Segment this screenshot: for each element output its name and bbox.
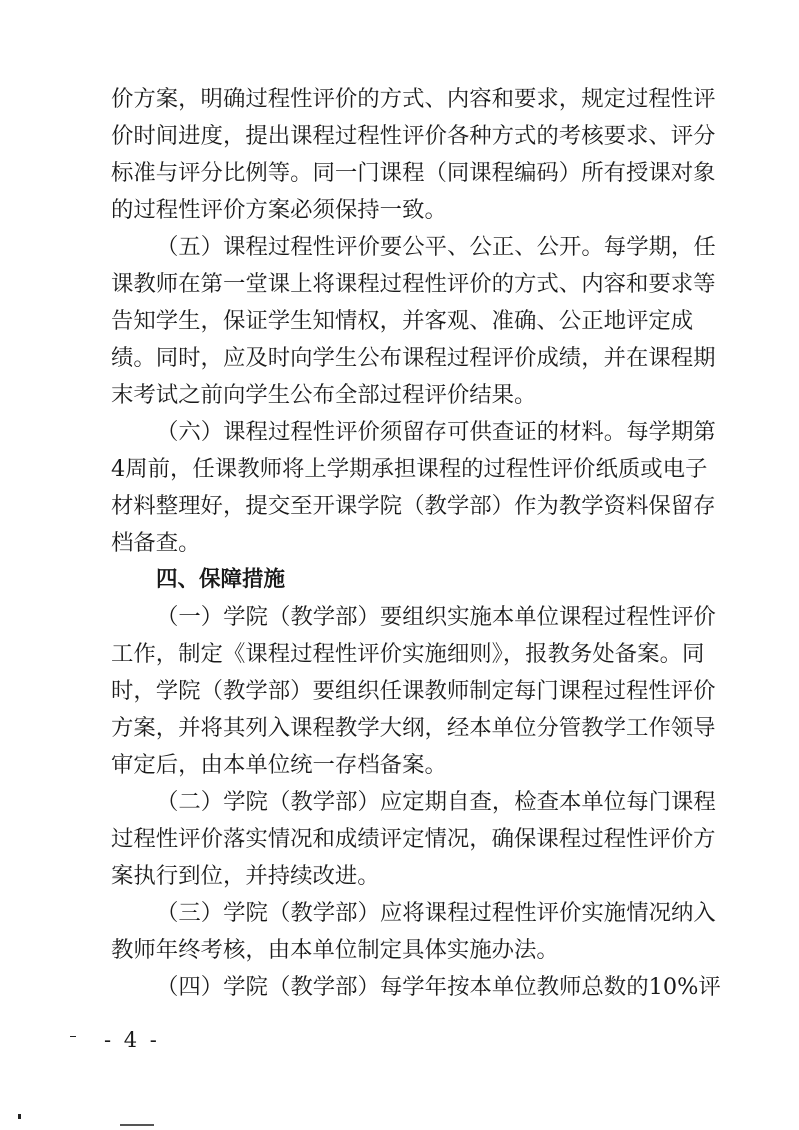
paragraph-first-line: （二）学院（教学部）应定期自查，检查本单位每门课程 <box>156 789 716 815</box>
text-line: 末考试之前向学生公布全部过程评价结果。 <box>111 382 537 408</box>
page-number: - 4 - <box>104 1028 160 1052</box>
text-line: 教师年终考核，由本单位制定具体实施办法。 <box>111 937 559 963</box>
section-heading: 四、保障措施 <box>156 567 286 592</box>
text-line: 的过程性评价方案必须保持一致。 <box>111 197 447 223</box>
paragraph-first-line: （六）课程过程性评价须留存可供查证的材料。每学期第 <box>156 419 716 445</box>
paragraph-first-line: （五）课程过程性评价要公平、公正、公开。每学期，任 <box>156 234 716 260</box>
text-line: 过程性评价落实情况和成绩评定情况，确保课程过程性评价方 <box>111 826 716 852</box>
text-line: 工作，制定《课程过程性评价实施细则》，报教务处备案。同 <box>111 641 705 667</box>
scan-speck <box>70 1036 76 1037</box>
paragraph-first-line: （四）学院（教学部）每学年按本单位教师总数的10%评 <box>156 974 721 1000</box>
text-line: 档备查。 <box>111 530 201 556</box>
text-line: 告知学生，保证学生知情权，并客观、准确、公正地评定成 <box>111 308 694 334</box>
text-line: 审定后，由本单位统一存档备案。 <box>111 752 447 778</box>
text-line: 价方案，明确过程性评价的方式、内容和要求，规定过程性评 <box>111 86 716 112</box>
text-line: 课教师在第一堂课上将课程过程性评价的方式、内容和要求等 <box>111 271 716 297</box>
paragraph-first-line: （一）学院（教学部）要组织实施本单位课程过程性评价 <box>156 604 716 630</box>
scan-speck <box>120 1124 154 1126</box>
paragraph-first-line: （三）学院（教学部）应将课程过程性评价实施情况纳入 <box>156 900 716 926</box>
text-line: 材料整理好，提交至开课学院（教学部）作为教学资料保留存 <box>111 493 716 519</box>
text-line: 绩。同时，应及时向学生公布课程过程评价成绩，并在课程期 <box>111 345 716 371</box>
text-line: 案执行到位，并持续改进。 <box>111 863 380 889</box>
text-line: 4周前，任课教师将上学期承担课程的过程性评价纸质或电子 <box>111 456 708 482</box>
scan-speck <box>18 1114 21 1119</box>
text-line: 标准与评分比例等。同一门课程（同课程编码）所有授课对象 <box>111 160 716 186</box>
text-line: 方案，并将其列入课程教学大纲，经本单位分管教学工作领导 <box>111 715 716 741</box>
text-line: 价时间进度，提出课程过程性评价各种方式的考核要求、评分 <box>111 123 716 149</box>
text-line: 时，学院（教学部）要组织任课教师制定每门课程过程性评价 <box>111 678 716 704</box>
